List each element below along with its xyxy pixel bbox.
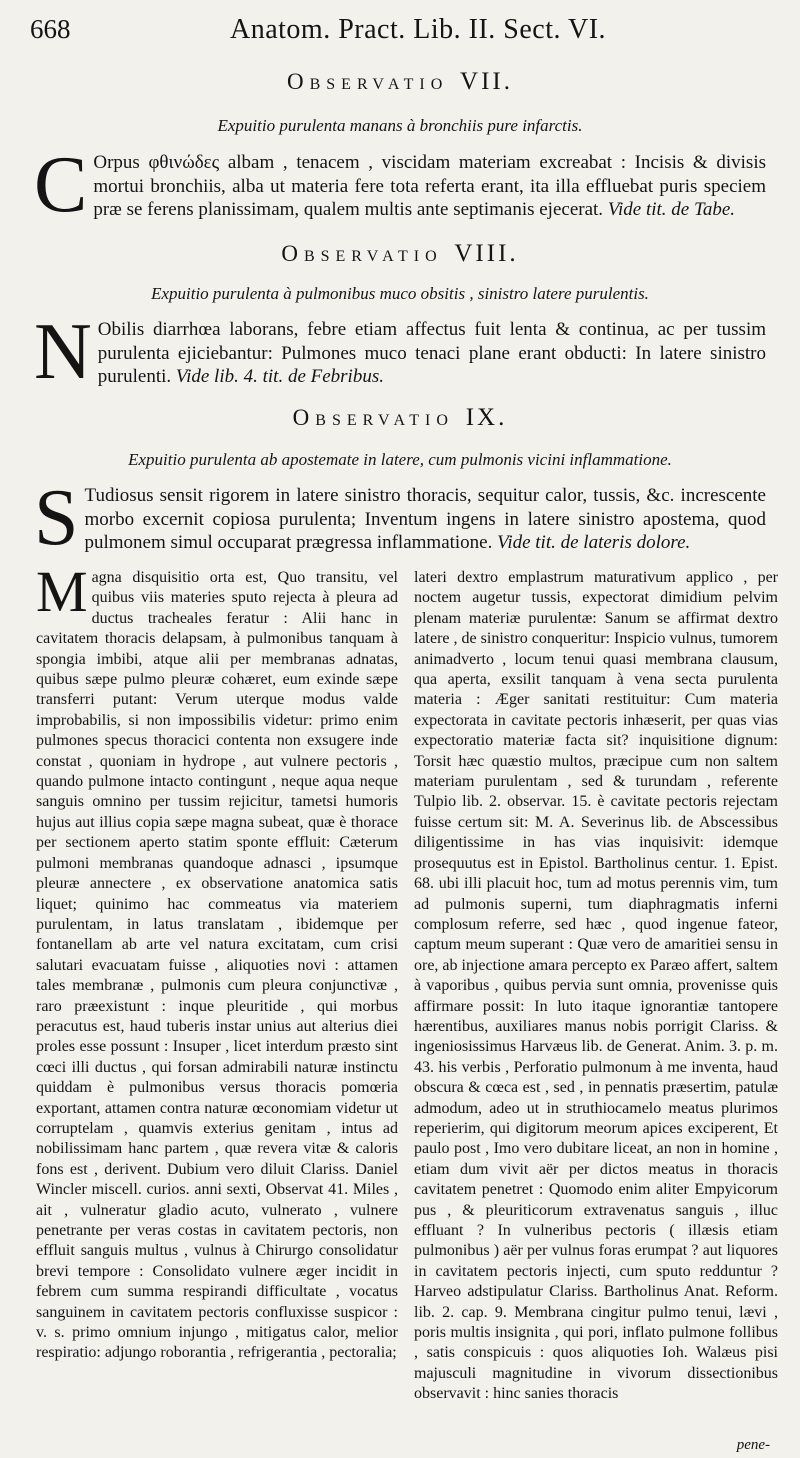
commentary-right-text: lateri dextro emplastrum maturativum applico , per noctem augetur tussis, expectorat dimidium pelvim plenam materiæ purulentæ: Sanum se affirmat dextro latere , de sinistro conqueritur: Inspicio vulnus, tumorem animadverto , locum tenui quasi membrana clausum, qua aperta, exsilit tanquam à vena secta purulenta materia : Æger sanitati restituitur: Cum materia expectorata in cavitate pectoris inhæserit, per quas vias expectoratio materiæ facta sit? inquisitione dignum: Torsit hæc quæstio multos, præcipue cum non saltem materiam purulentam , sed & turundam , referente Tulpio lib. 2. observar. 15. è cavitate pectoris rejectam fuisse certum sit: M. A. Severinus lib. de Abscessibus diligentissime in has vias inquisivit: idemque prosequutus est in Epistol. Bartholinus centur. 1. Epist. 68. ubi illi placuit hoc, tum ad motus perennis vim, tum ad pulmonis superni, tum diaphragmatis inferni complosum referre, sed hæc , quod ingenue fateor, captum meum superant : Quæ vero de amaritiei sensu in ore, ab injectione amara percepto ex Paræo affert, saltem à vaporibus , quibus pervia sunt omnia, provenisse quis affirmare possit: In luto itaque ignorantiæ tantopere hærentibus, auxiliares manus nobis porrigit Clariss. & ingeniosissimus Harvæus lib. de Generat. Anim. 3. p. m. 43. his verbis , Perforatio pulmonum à me inventa, haud obscura & cœca est , sed , in pennatis præsertim, patulæ admodum, adeo ut in struthiocamelo meatus plurimos reperierim, qui digitorum meorum apices exciperent, Et paulo post , Imo vero dubitare liceat, an non in homine , etiam dum vivit aër per dictos meatus in thoracis cavitatem penetret : Quomodo enim aliter Empyicorum pus , & pleuriticorum extravenatus sanguis , illuc effluant ? In vulneribus pectoris ( illæsis etiam pulmonibus ) aër per vulnus foras erumpat ? aut liquores in cavitatem pectoris injecti, cum sputo redduntur ? Harveo adstipulatur Clariss. Bartholinus Anat. Reform. lib. 2. cap. 9. Membrana cingitur pulmo tenui, lævi , poris multis insignita , qui pori, inflato pulmone follibus , satis conspicuis : quos aliquoties Ioh. Walæus pisi majusculi magnitudine in vivorum dissectionibus observavit : hinc sanies thoracis [414,569,778,1403]
observation-9-heading [0,404,800,432]
commentary-left-text: agna disquisitio orta est, Quo transitu, vel quibus viis materies sputo rejecta à pleura ad ductus tracheales feratur : Alii hanc in cavitatem thoracis delapsam, à pulmonibus tanquam à spongia imbibi, atque alii per membranas adnatas, quibus sæpe pulmo pleuræ cohæret, eum exinde sæpe transferri putant: Verum uterque modus valde improbabilis, si non impossibilis videtur: primo enim pulmones specus thoracici contenta non exsugere inde constat , quoniam in hydrope , aut vulnere pectoris , quando pulmone intacto contingunt , neque aqua neque sanguis omnino per tussim rejicitur, tametsi humoris hujus aut illius copia sæpe magna subeat, quæ è thorace per sectionem aperto statim sponte effluit: Cæterum pulmoni membranas quandoque adnasci , ipsumque pleuræ annectere , ex observatione anatomica satis liquet; quinimo hac commeatus via materiem purulentam, in latus translatam , ibidemque per fontanellam ab arte vel natura excitatam, cum crisi salutari evacuatam fuisse , aliquoties novi : attamen tales membranæ , pulmonis cum pleura conjunctivæ , raro præexistunt : inque pleuritide , qui morbus peracutus est, haud tuberis instar unius aut alterius diei proles esse possunt : Insuper , licet interdum præsto sint cœci illi ductus , qui forsan admirabili naturæ instinctu quiddam è pulmonibus versus thoracis pomœria exportant, attamen contra naturæ œconomiam videtur ut corruptelam , quamvis exterius genitam , intus ad nobilissimam hanc partem , quæ revera vitæ & caloris fons est , derivent. Dubium vero diluit Clariss. Daniel Wincler miscell. curios. anni sexti, Observat 41. Miles , ait , vulneratur gladio acuto, vulnerato , vulnere penetrante per veras costas in cavitatem pectoris, non effluit sanguis multus , vulnus à Chirurgo consolidatur brevi tempore : Consolidato vulnere æger incidit in febrem cum summa respirandi difficultate , vocatus sanguinem in cavitatem pectoris confluxisse suspicor : v. s. primo omnium injungo , mitigatus calor, melior respiratio: adjungo roborantia , refrigerantia , pectoralia; [36,569,398,1362]
cross-reference: Vide lib. 4. tit. de Febribus. [175,366,384,387]
observation-heading-number: VIII. [454,240,519,267]
observation-text: Obilis diarrhœa laborans, febre etiam affectus fuit lenta & continua, ac per tussim purulenta ejiciebantur: Pulmones muco tenaci plane erant obducti: In latere sinistro purulenti. [97,319,766,387]
cross-reference: Vide tit. de Tabe. [607,199,735,220]
observation-8-subtitle: Expuitio purulenta à pulmonibus muco obsitis , sinistro latere purulentis. [151,284,649,303]
observation-heading-word: Observatio [287,69,449,94]
observation-7-heading [0,68,800,96]
drop-cap: S [34,474,79,562]
page-number: 668 [30,14,71,44]
running-head: Anatom. Pract. Lib. II. Sect. VI. [230,14,607,45]
observation-text: Orpus φθινώδες albam , tenacem , viscidam materiam excreabat : Incisis & divisis mortui bronchiis, alba ut materia fere tota referta erant, ita illa effluebat puris speciem præ se ferens planissimam, qualem multis ante septimanis ejecerat. [93,152,766,220]
observation-heading-word: Observatio [281,241,443,266]
observation-7-body [34,141,766,229]
drop-cap: C [34,141,88,229]
commentary-columns [36,559,778,1448]
observation-heading-number: VII. [460,68,513,95]
observation-text: Tudiosus sensit rigorem in latere sinistro thoracis, sequitur calor, tussis, &c. increscente morbo excernit copiosa purulenta; Inventum ingens in latere sinistro apostema, quod pulmonem simul occuparat prægressa inflammatione. [84,485,766,553]
observation-9-subtitle: Expuitio purulenta ab apostemate in latere, cum pulmonis vicini inflammatione. [128,450,672,469]
catchword: pene- [736,1437,770,1453]
observation-9-body [34,474,766,562]
drop-cap: M [36,559,88,624]
cross-reference: Vide tit. de lateris dolore. [497,532,691,553]
page-header [30,14,780,50]
observation-7-subtitle: Expuitio purulenta manans à bronchiis pure infarctis. [217,116,583,135]
observation-heading-number: IX. [465,404,508,431]
commentary-right-column [414,568,778,1405]
commentary-left-column [36,559,398,1364]
observation-8-body [34,308,766,396]
observation-heading-word: Observatio [292,405,454,430]
observation-8-heading [0,240,800,268]
drop-cap: N [34,308,92,396]
